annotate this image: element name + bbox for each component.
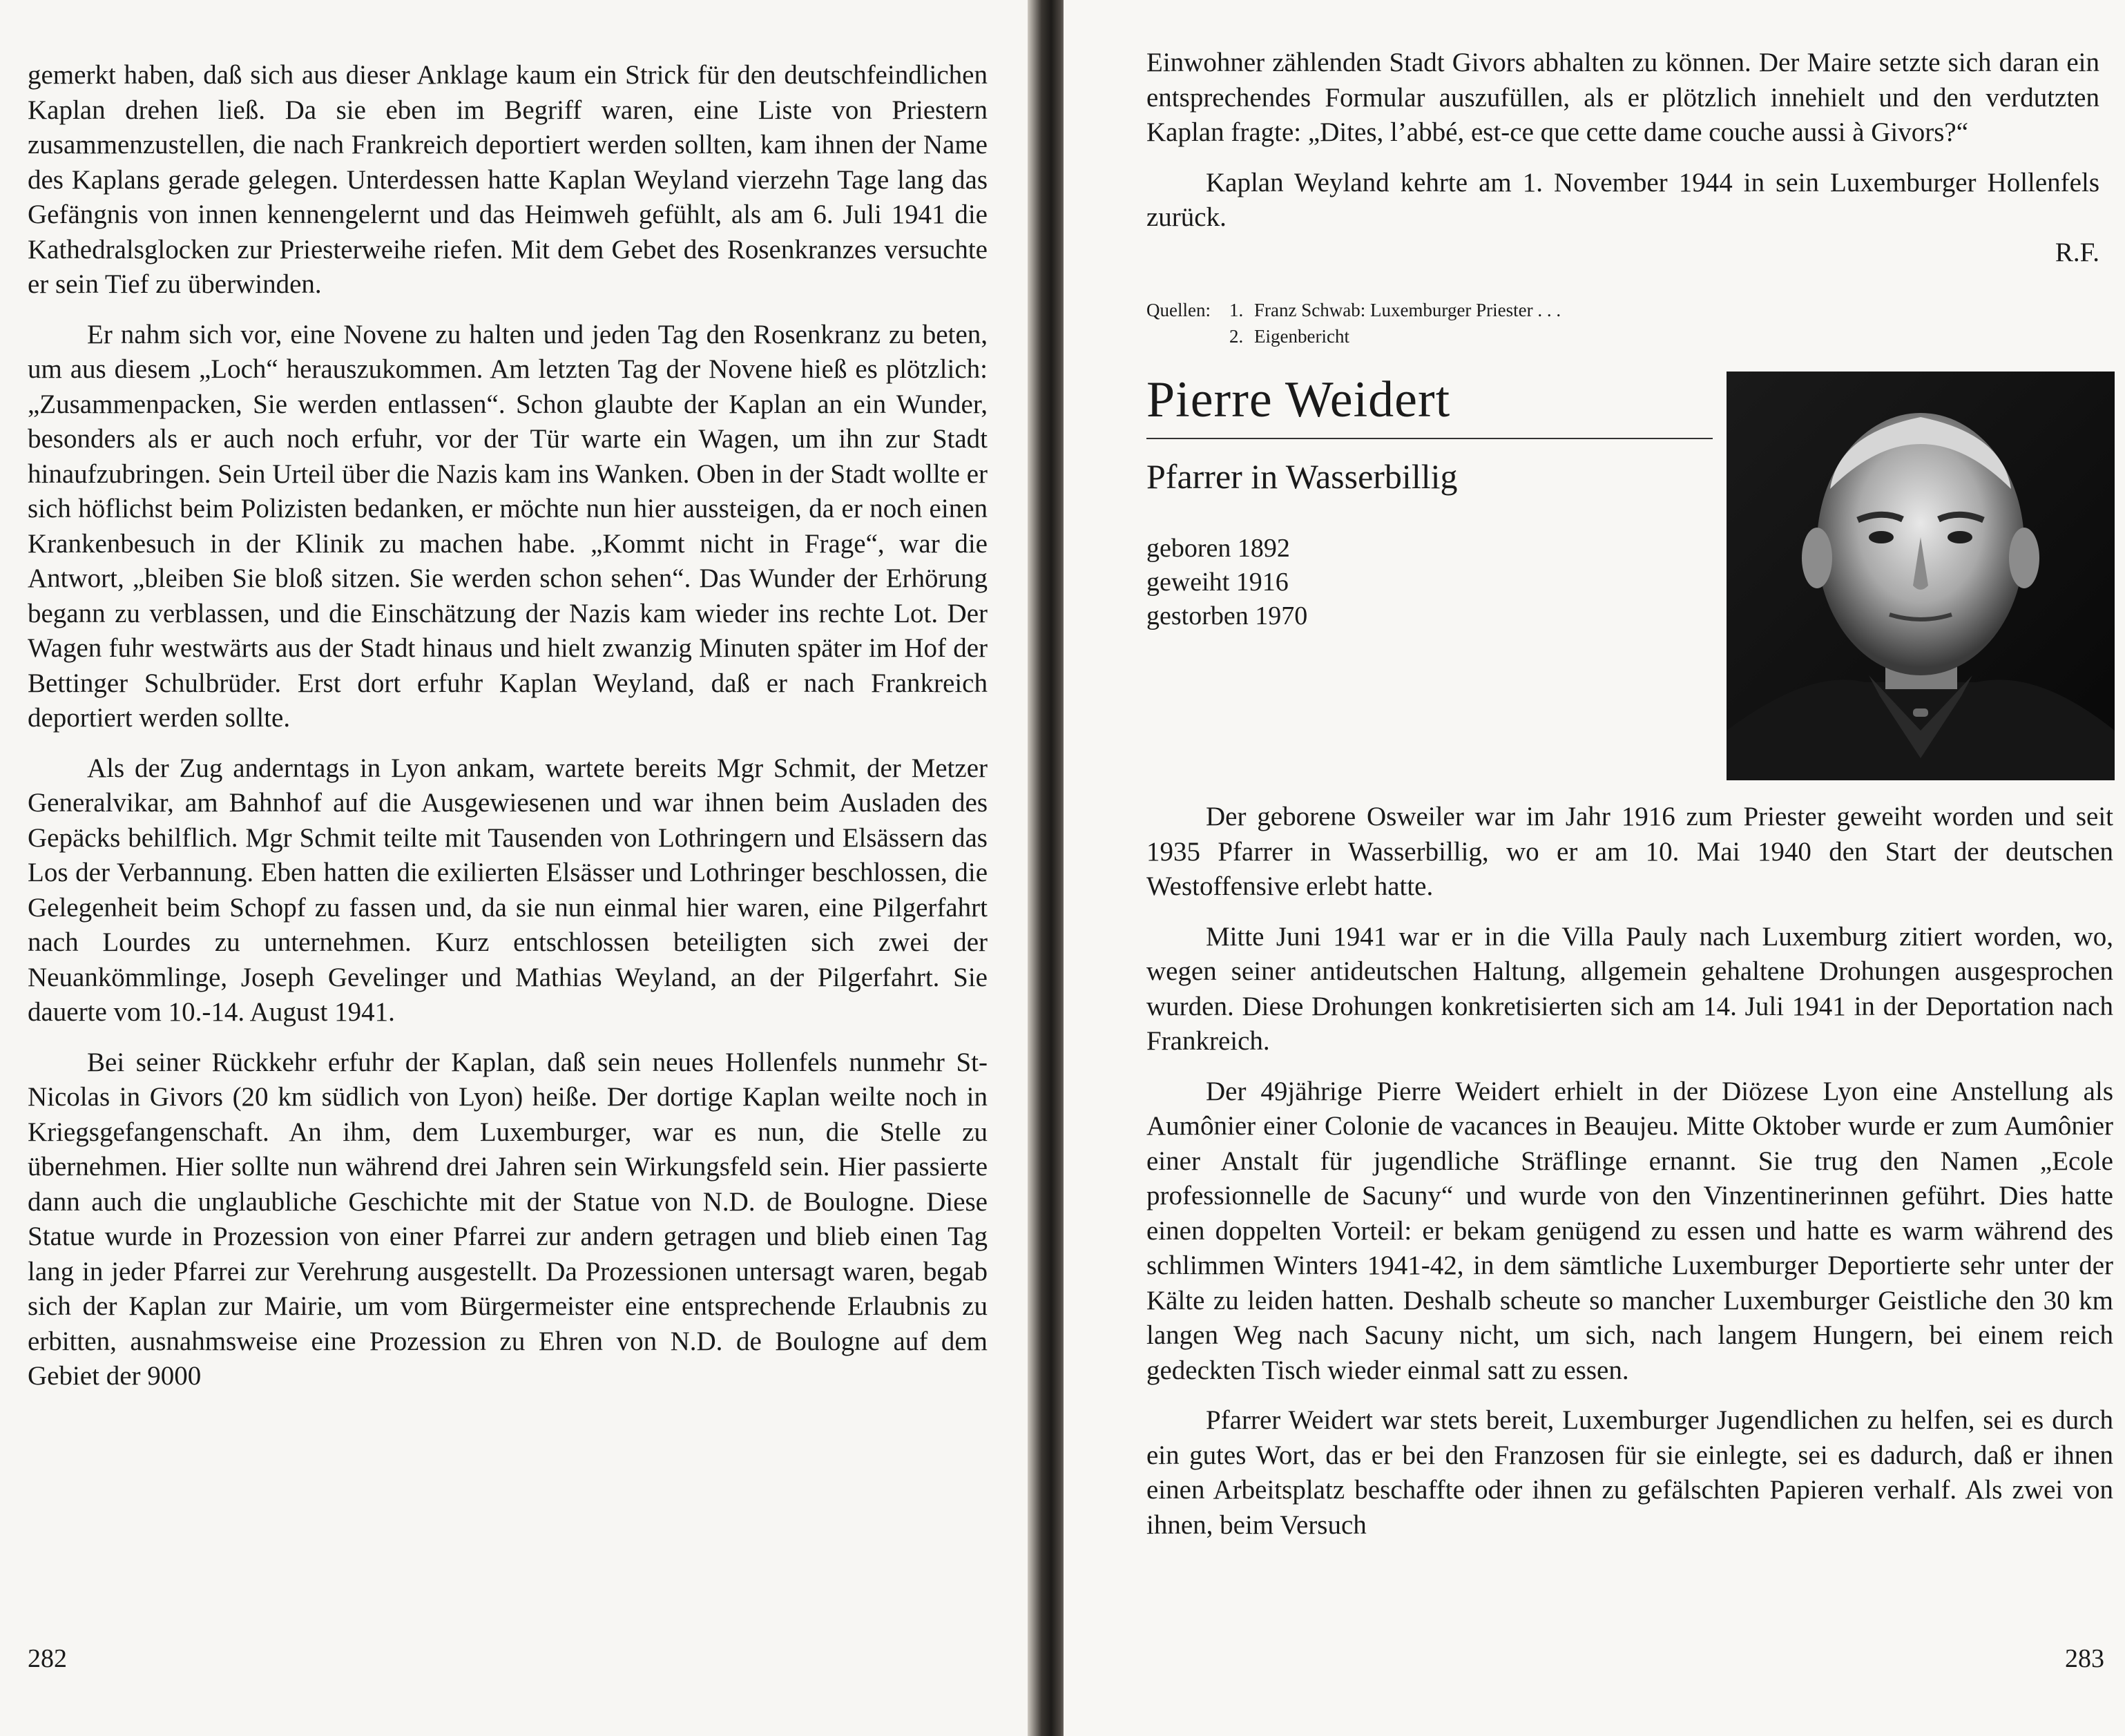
right-page-top-text xyxy=(1146,46,2099,270)
paragraph: Der 49jährige Pierre Weidert erhielt in der Diözese Lyon eine Anstellung als Aumônier einer Colonie de vacances in Beaujeu. Mitte Oktober wurde er zum Aumônier einer Anstalt für jugendliche Sträflinge ernannt. Sie trug den Namen „Ecole professionnelle de Sacuny“ und wurde von den Vinzentinerinnen geführt. Dies hatte einen doppelten Vorteil: er bekam genügend zu essen und hatte es warm während des schlimmen Winters 1941-42, in dem sämtliche Luxemburger Deportierte sehr unter der Kälte zu leiden hatten. Deshalb scheute so mancher Luxemburger Geistliche den 30 km langen Weg nach Sacuny nicht, um sich, nach langem Hungern, bei einem reich gedeckten Tisch wieder einmal satt zu essen. xyxy=(1146,1076,2113,1385)
bio-date-born: geboren 1892 xyxy=(1146,534,1290,563)
right-page-bio-text xyxy=(1146,800,2113,1558)
paragraph: Bei seiner Rückkehr erfuhr der Kaplan, daß sein neues Hollenfels nunmehr St-Nicolas in Givors (20 km südlich von Lyon) heiße. Der dortige Kaplan weilte noch in Kriegsgefangenschaft. An ihm, dem Luxemburger, war es nun, die Stelle zu übernehmen. Hier sollte nun während drei Jahren sein Wirkungsfeld sein. Hier passierte dann auch die unglaubliche Geschichte mit der Statue von N.D. de Boulogne. Diese Statue wurde in Prozession von einer Pfarrei zur andern getragen und blieb einen Tag lang in jeder Pfarrei zur Verehrung ausgestellt. Da Prozessionen untersagt waren, begab sich der Kaplan zur Mairie, um vom Bürgermeister eine entsprechende Erlaubnis zu erbitten, ausnahmsweise eine Prozession zu Ehren von N.D. de Boulogne auf dem Gebiet der 9000 xyxy=(28,1047,988,1391)
left-page-text xyxy=(28,58,988,1409)
portrait-image xyxy=(1727,372,2115,780)
paragraph: Der geborene Osweiler war im Jahr 1916 zum Priester geweiht worden und seit 1935 Pfarrer in Wasserbillig, wo er am 10. Mai 1940 den Start der deutschen Westoffensive erlebt hatte. xyxy=(1146,802,2113,901)
paragraph: gemerkt haben, daß sich aus dieser Anklage kaum ein Strick für den deutschfeindlichen Kaplan drehen ließ. Da sie eben im Begriff waren, eine Liste von Priestern zusammenzustellen, die nach Frankreich deportiert werden sollten, kam ihnen der Name des Kaplans gerade gelegen. Unterdessen hatte Kaplan Weyland vierzehn Tage lang das Gefängnis von innen kennengelernt und das Heimweh gefühlt, als am 6. Juli 1941 die Kathedralsglocken zur Priesterweihe riefen. Mit dem Gebet des Rosenkranzes versuchte er sein Tief zu überwinden. xyxy=(28,60,988,299)
signature: R.F. xyxy=(2055,237,2099,267)
sources-list xyxy=(1146,297,1768,349)
paragraph: Einwohner zählenden Stadt Givors abhalten zu können. Der Maire setzte sich daran ein entsprechendes Formular auszufüllen, als er plötzlich innehielt und den verdutzten Kaplan fragte: „Dites, l’abbé, est-ce que cette dame couche aussi à Givors?“ xyxy=(1146,48,2099,147)
portrait-photo xyxy=(1727,372,2115,780)
paragraph: Pfarrer Weidert war stets bereit, Luxemburger Jugendlichen zu helfen, sei es durch ein gutes Wort, das er bei den Franzosen für sie einlegte, sei es dadurch, daß er ihnen einen Arbeitsplatz beschaffte oder ihnen zu gefälschten Papieren verhalf. Als zwei von ihnen, beim Versuch xyxy=(1146,1405,2113,1540)
source-item: Quellen: 1. Franz Schwab: Luxemburger Priester . . . xyxy=(1146,297,1768,323)
bio-dates xyxy=(1146,532,1307,633)
sources-label: Quellen: xyxy=(1146,300,1211,320)
page-number-right: 283 xyxy=(2065,1644,2104,1673)
paragraph: Mitte Juni 1941 war er in die Villa Pauly nach Luxemburg zitiert worden, wo, wegen seiner antideutschen Haltung, allgemein gehaltene Drohungen ausgesprochen wurden. Diese Drohungen konkretisierten sich am 14. Juli 1941 in der Deportation nach Frankreich. xyxy=(1146,921,2113,1056)
page-number-left: 282 xyxy=(28,1644,67,1673)
paragraph: Als der Zug anderntags in Lyon ankam, wartete bereits Mgr Schmit, der Metzer Generalvikar, am Bahnhof auf die Ausgewiesenen und war ihnen beim Ausladen des Gepäcks behilflich. Mgr Schmit teilte mit Tausenden von Lothringern und Elsässern das Los der Verbannung. Eben hatten die exilierten Elsässer und Lothringer beschlossen, die Gelegenheit beim Schopf zu fassen und, da sie nun einmal hier waren, eine Pilgerfahrt nach Lourdes zu unternehmen. Kurz entschlossen beteiligten sich zwei der Neuankömmlinge, Joseph Gevelinger und Mathias Weyland, an der Pilgerfahrt. Sie dauerte vom 10.-14. August 1941. xyxy=(28,753,988,1027)
source-item: 2. Eigenbericht xyxy=(1229,326,1349,347)
left-page xyxy=(0,0,1036,1736)
signature-line xyxy=(1146,235,2099,271)
bio-heading-name: Pierre Weidert xyxy=(1146,372,1713,439)
bio-heading-role: Pfarrer in Wasserbillig xyxy=(1146,457,1458,496)
closing-paragraph: Kaplan Weyland kehrte am 1. November 1944 in sein Luxemburger Hollenfels zurück. xyxy=(1146,167,2099,232)
paragraph: Er nahm sich vor, eine Novene zu halten und jeden Tag den Rosenkranz zu beten, um aus diesem „Loch“ herauszukommen. Am letzten Tag der Novene hieß es plötzlich: „Zusammenpacken, Sie werden entlassen“. Schon glaubte der Kaplan an ein Wunder, besonders als er auch noch erfuhr, vor der Tür warte ein Wagen, um ihn zur Stadt hinaufzubringen. Sein Urteil über die Nazis kam ins Wanken. Oben in der Stadt wollte er sich höflichst beim Polizisten bedanken, er möchte nun hier aussteigen, da er noch einen Krankenbesuch in der Klinik zu machen habe. „Kommt nicht in Frage“, war die Antwort, „bleiben Sie bloß sitzen. Sie werden schon sehen“. Das Wunder der Erhörung begann zu verblassen, und die Einschätzung der Nazis kam wieder ins rechte Lot. Der Wagen fuhr westwärts aus der Stadt hinaus und hielt zwanzig Minuten später im Hof der Bettinger Schulbrüder. Erst dort erfuhr Kaplan Weyland, daß er nach Frankreich deportiert werden sollte. xyxy=(28,319,988,733)
bio-date-died: gestorben 1970 xyxy=(1146,601,1308,630)
bio-date-ordained: geweiht 1916 xyxy=(1146,568,1289,597)
